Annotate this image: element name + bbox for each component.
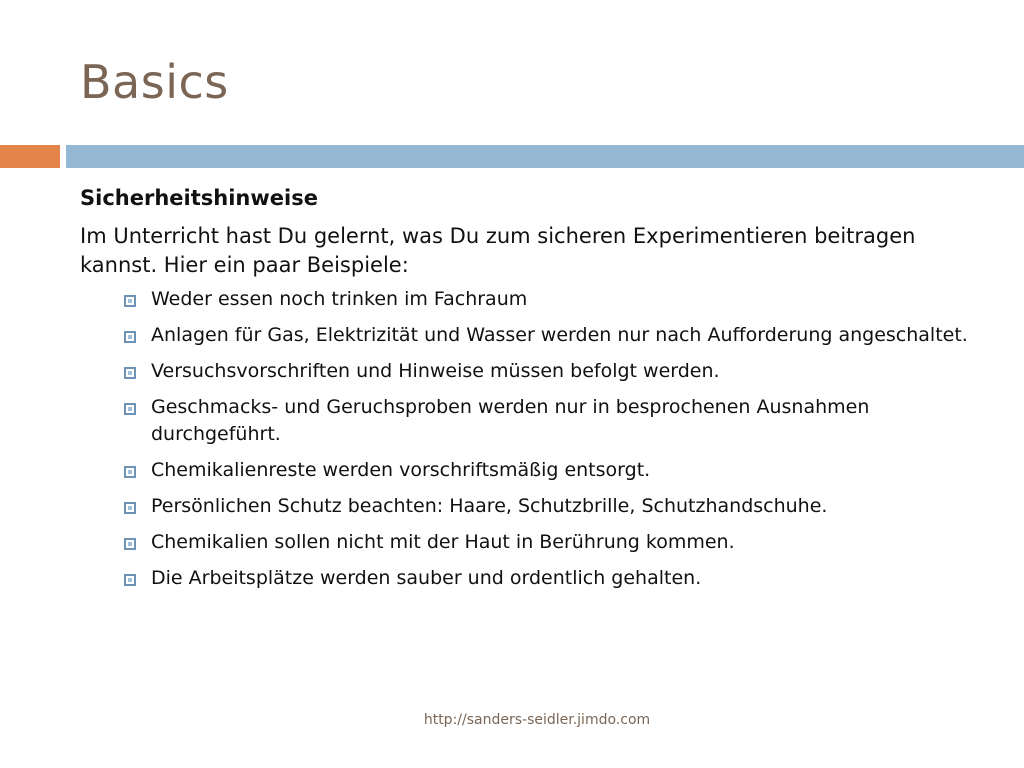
list-item-text: Die Arbeitsplätze werden sauber und ordentlich gehalten. [151,567,702,589]
list-item-text: Weder essen noch trinken im Fachraum [151,288,528,310]
accent-bar-orange [0,145,60,168]
list-item [124,529,981,556]
list-item [124,565,981,592]
list-item [124,322,981,349]
list-item [124,493,981,520]
list-item-text: Geschmacks- und Geruchsproben werden nur in besprochenen Ausnahmen durchgeführt. [151,396,870,445]
slide-title: Basics [80,55,229,109]
list-item-text: Persönlichen Schutz beachten: Haare, Schutzbrille, Schutzhandschuhe. [151,495,828,517]
list-item [124,286,981,313]
list-item-text: Chemikalien sollen nicht mit der Haut in Berührung kommen. [151,531,735,553]
list-item [124,457,981,484]
list-item-text: Versuchsvorschriften und Hinweise müssen befolgt werden. [151,360,720,382]
square-bullet-icon [124,295,136,307]
list-item-text: Chemikalienreste werden vorschriftsmäßig entsorgt. [151,459,651,481]
accent-bar-blue [66,145,1024,168]
list-item-text: Anlagen für Gas, Elektrizität und Wasser werden nur nach Aufforderung angeschaltet. [151,324,968,346]
section-heading: Sicherheitshinweise [80,186,318,210]
square-bullet-icon [124,367,136,379]
list-item [124,394,981,448]
list-item [124,358,981,385]
bullet-list [80,286,980,592]
square-bullet-icon [124,538,136,550]
square-bullet-icon [124,403,136,415]
footer-url: http://sanders-seidler.jimdo.com [423,712,651,728]
square-bullet-icon [124,574,136,586]
slide-content [80,184,980,601]
square-bullet-icon [124,502,136,514]
square-bullet-icon [124,331,136,343]
square-bullet-icon [124,466,136,478]
intro-paragraph: Im Unterricht hast Du gelernt, was Du zum sicheren Experimentieren beitragen kannst. Hier ein paar Beispiele: [80,224,916,277]
